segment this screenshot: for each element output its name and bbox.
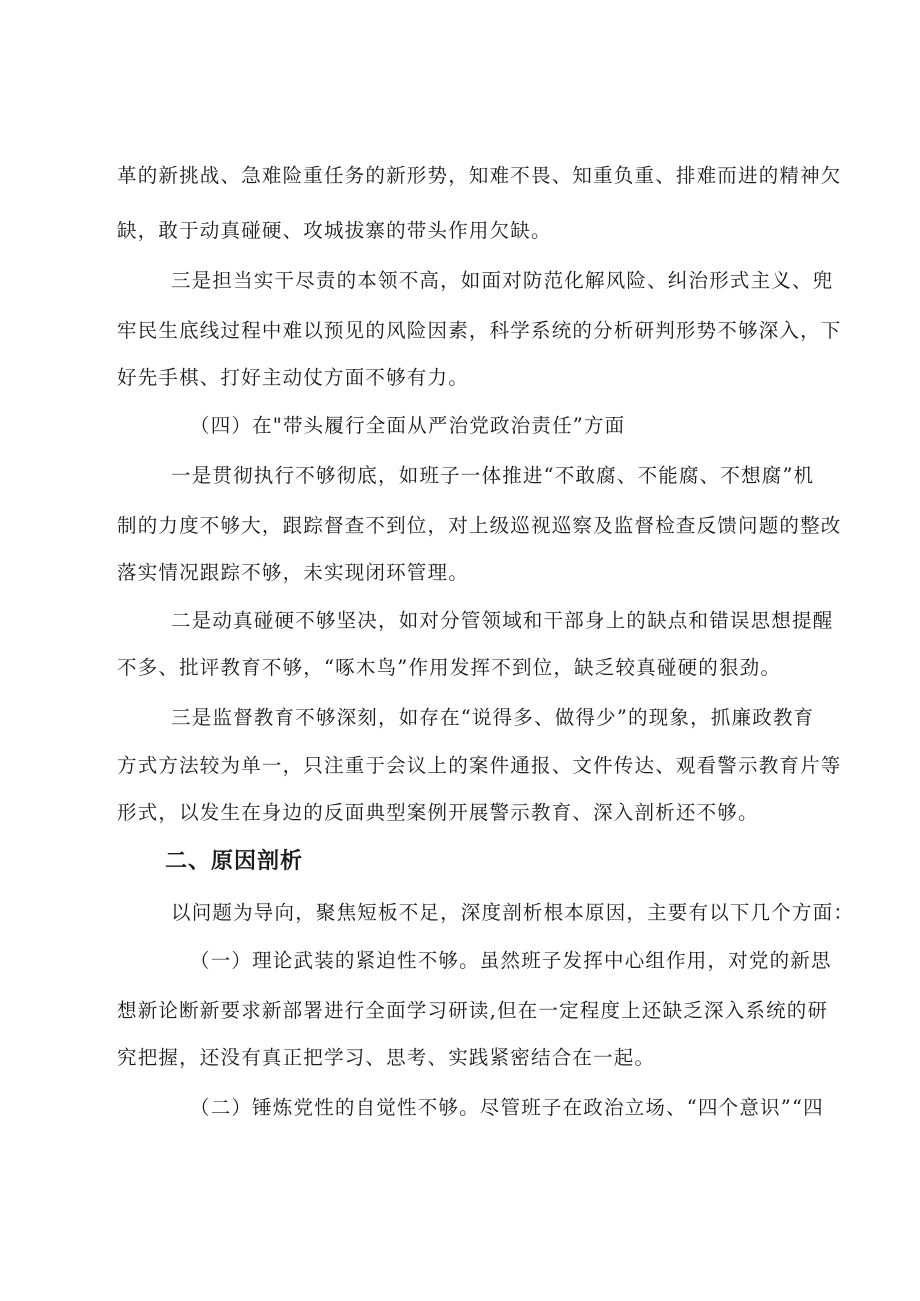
body-text-line: （一）理论武装的紧迫性不够。虽然班子发挥中心组作用，对党的新思 xyxy=(190,949,832,972)
body-text-line: 缺，敢于动真碰硬、攻城拔寨的带头作用欠缺。 xyxy=(117,219,552,242)
body-text-line: 以问题为导向，聚焦短板不足，深度剖析根本原因，主要有以下几个方面： xyxy=(171,901,855,924)
body-text-line: 牢民生底线过程中难以预见的风险因素，科学系统的分析研判形势不够深入，下 xyxy=(117,319,842,342)
body-text-line: 二是动真碰硬不够坚决，如对分管领域和干部身上的缺点和错误思想提醒 xyxy=(171,609,834,632)
body-text-line: 形式，以发生在身边的反面典型案例开展警示教育、深入剖析还不够。 xyxy=(117,801,759,824)
body-text-line: 三是监督教育不够深刻，如存在“说得多、做得少”的现象，抓廉政教育 xyxy=(171,706,815,729)
section-heading: 二、原因剖析 xyxy=(165,849,304,874)
body-text-line: 制的力度不够大，跟踪督查不到位，对上级巡视巡察及监督检查反馈问题的整改 xyxy=(117,514,842,537)
body-text-line: 想新论断新要求新部署进行全面学习研读,但在一定程度上还缺乏深入系统的研 xyxy=(117,999,829,1022)
body-text-line: 方式方法较为单一，只注重于会议上的案件通报、文件传达、观看警示教育片等 xyxy=(117,754,842,777)
subheading: （四）在"带头履行全面从严治党政治责任”方面 xyxy=(190,414,626,437)
body-text-line: （二）锤炼党性的自觉性不够。尽管班子在政治立场、“四个意识”“四 xyxy=(190,1096,824,1119)
body-text-line: 三是担当实干尽责的本领不高，如面对防范化解风险、纠治形式主义、兜 xyxy=(171,269,834,292)
body-text-line: 好先手棋、打好主动仗方面不够有力。 xyxy=(117,366,469,389)
body-text-line: 落实情况跟踪不够，未实现闭环管理。 xyxy=(117,561,469,584)
body-text-line: 革的新挑战、急难险重任务的新形势，知难不畏、知重负重、排难而进的精神欠 xyxy=(117,164,842,187)
body-text-line: 不多、批评教育不够，“啄木鸟”作用发挥不到位，缺乏较真碰硬的狠劲。 xyxy=(117,656,782,679)
body-text-line: 一是贯彻执行不够彻底，如班子一体推进“不敢腐、不能腐、不想腐”机 xyxy=(171,464,815,487)
body-text-line: 究把握，还没有真正把学习、思考、实践紧密结合在一起。 xyxy=(117,1046,656,1069)
